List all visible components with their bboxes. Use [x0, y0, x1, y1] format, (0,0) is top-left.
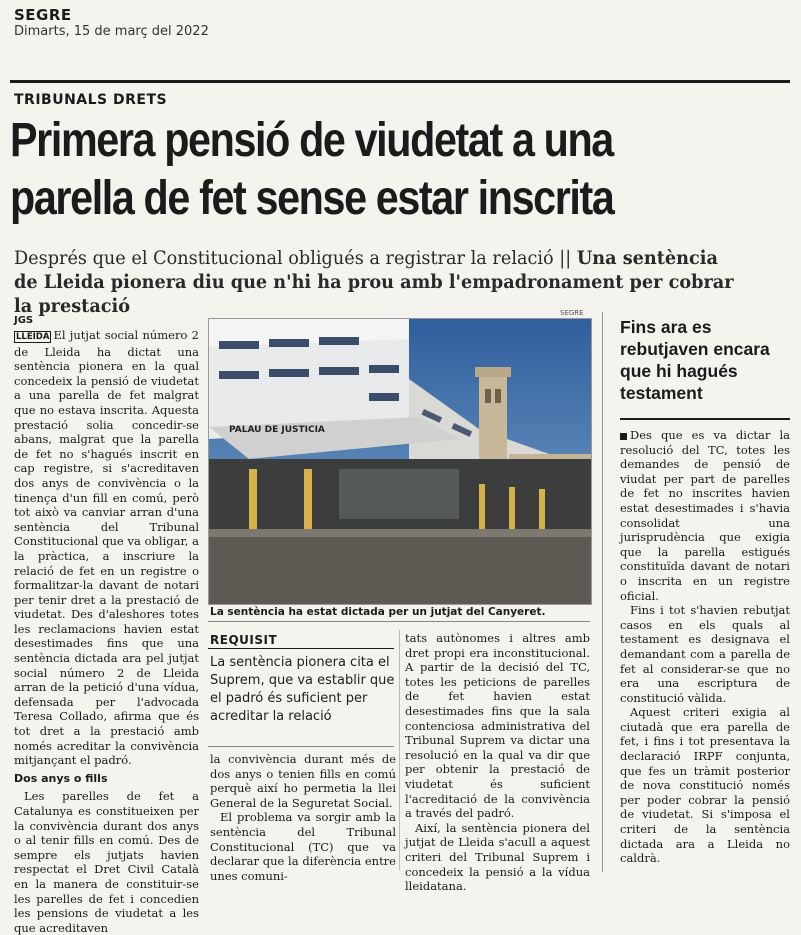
col3-paragraph-1: tats autònomes i altres amb dret propi era inconstitucional. A partir de la decisió del TC, totes les peticions de parelles de fet havien estat desestimades fins que la sala contenciosa administrativa del Tribunal Suprem va dictar una resolució en la qual va dir que per obtenir la prestació de viudetat és suficient l'acreditació de la convivència a través del padró.: [405, 631, 590, 821]
caption-rule: [208, 621, 590, 622]
deck-part-2: Una sentència de Lleida pionera diu que n'hi ha prou amb l'empadronament per cobrar la prestació: [14, 247, 734, 317]
column-divider: [399, 630, 400, 870]
col1-paragraph-1: LLEIDA El jutjat social número 2 de Lleida ha dictat una sentència pionera en la qual concedeix la pensió de viudetat a una parella de fet malgrat que no estava inscrita. Aquesta prestació solia concedir-se abans, malgrat que la parella de fet no s'hagués inscrit en cap registre, si s'acreditaven dos anys de convivència o la tinença d'un fill en comú, però tot això va canviar arran d'una sentència del Tribunal Constitucional que va obligar, a la pràctica, a inscriure la relació de fet en un registre o formalitzar-la davant de notari per tenir dret a la prestació de viudetat. Des d'aleshores totes les reclamacions havien estat desestimades fins que una sentència dictada ara pel jutjat social número 2 de Lleida arran de la petició d'una vídua, defensada per l'advocada Teresa Collado, afirma que és tot dret a la prestació amb només acreditar la convivència mitjançant el padró.: [14, 328, 199, 768]
city-tag: LLEIDA: [16, 332, 50, 342]
author: JGS: [14, 315, 34, 326]
col3-paragraph-2: Així, la sentència pionera del jutjat de Lleida s'acull a aquest criteri del Tribunal Suprem i concedeix la pensió a la vídua lleidatana.: [405, 820, 590, 894]
requisit-quote: La sentència pionera cita el Suprem, que va establir que el padró és suficient per acreditar la relació: [210, 655, 395, 724]
publication-name: SEGRE: [14, 6, 72, 24]
col1-paragraph-2: Les parelles de fet a Catalunya es constitueixen per la convivència durant dos anys o al tenir fills en comú. Des de sempre els jutjats havien respectat el Dret Civil Català en la manera de constituir-se les parelles de fet i concedien les pensions de viudetat a les que acreditaven: [14, 789, 199, 935]
headline-line-2: parella de fet sense estar inscrita: [10, 172, 614, 225]
subhead: Dos anys o fills: [14, 771, 108, 785]
column-3: [405, 631, 590, 894]
header-rule: [10, 80, 790, 83]
courthouse-photo: [208, 318, 592, 605]
sidebar-paragraph-2: Fins i tot s'havien rebutjat casos en els quals al testament es designava el demandant com a parella de fet al considerar-se que no era una escriptura de constitució vàlida.: [620, 603, 790, 705]
requisit-label: REQUISIT: [210, 633, 278, 647]
headline-line-1: Primera pensió de viudetat a una: [10, 114, 613, 167]
sidebar-paragraph-1: Des que es va dictar la resolució del TC, totes les demandes de pensió de viudat per part de parelles de fet no inscrites havien estat desestimades i s'havia consolidat una jurisprudència que exigia que la parella estigués constituïda davant de notari o inscrita en un registre oficial.: [620, 428, 790, 603]
photo-caption: La sentència ha estat dictada per un jutjat del Canyeret.: [210, 606, 546, 618]
column-1: [14, 328, 199, 935]
sidebar-rule: [620, 418, 790, 420]
requisit-bottom-rule: [208, 746, 394, 747]
column-2: [210, 752, 396, 883]
publication-date: Dimarts, 15 de març del 2022: [14, 24, 209, 39]
col2-paragraph-2: El problema va sorgir amb la sentència del Tribunal Constitucional (TC) que va declarar que la diferència entre unes comuni-: [210, 810, 396, 883]
deck: [14, 246, 739, 318]
deck-part-1: Després que el Constitucional obligués a registrar la relació ||: [14, 247, 572, 269]
courthouse-photo-illustration: [209, 319, 591, 604]
requisit-rule: [208, 648, 394, 649]
sidebar-body: [620, 428, 790, 868]
col2-paragraph-1: la convivència durant més de dos anys o tenien fills en comú perquè així ho permetia la llei General de la Seguretat Social.: [210, 752, 396, 810]
sidebar-paragraph-3: Aquest criteri exigia al ciutadà que era parella de fet, i fins i tot presentava la declaració IRPF conjunta, que fes un tràmit posterior de nova constitució només per poder cobrar la pensió de viudetat. Si s'imposa el criteri de la sentència dictada ara a Lleida no caldrà.: [620, 705, 790, 866]
sidebar-title: Fins ara es rebutjaven encara que hi hagués testament: [620, 317, 770, 403]
section-label: TRIBUNALS DRETS: [14, 92, 168, 108]
sidebar-divider: [602, 312, 603, 872]
bullet-square-icon: [620, 433, 627, 440]
photo-credit: SEGRE: [560, 309, 584, 317]
headline: [10, 112, 685, 228]
building-sign: PALAU DE JUSTICIA: [229, 425, 325, 435]
